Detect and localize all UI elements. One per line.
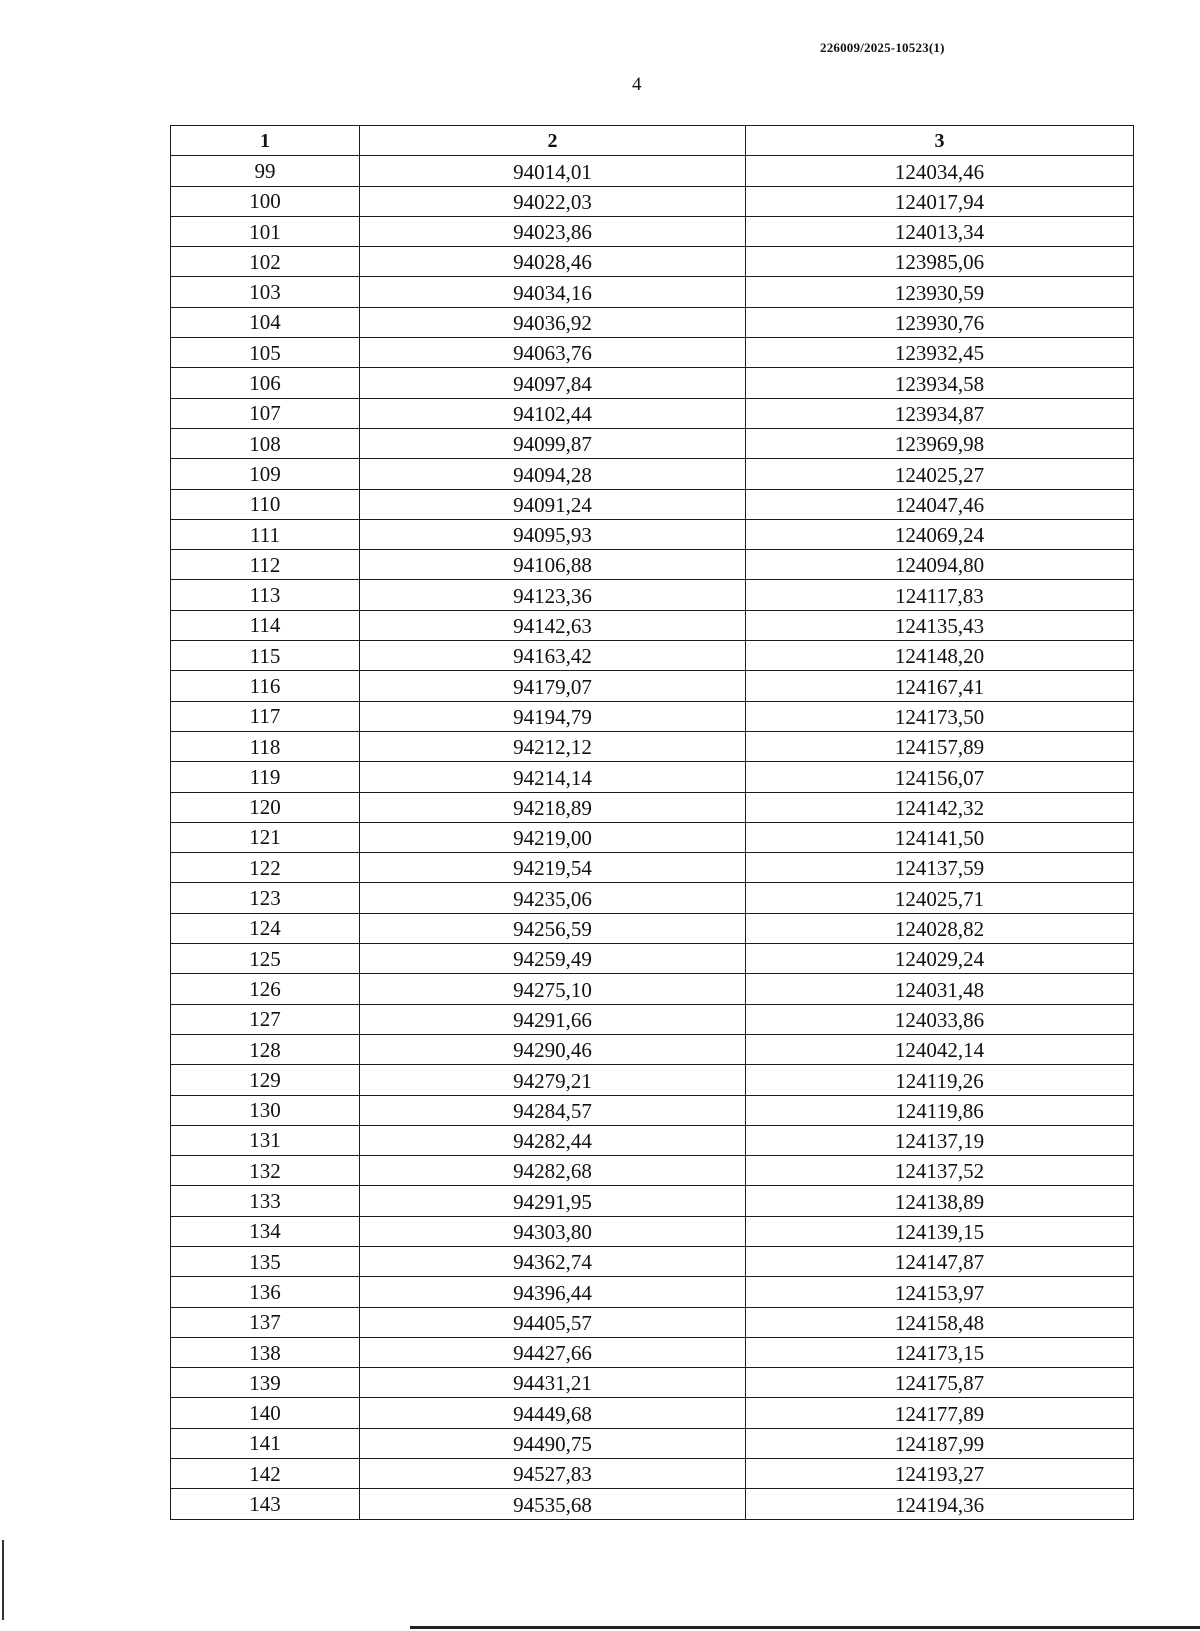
x-coordinate-cell: 94106,88 [360,550,746,580]
x-coordinate-cell: 94097,84 [360,368,746,398]
point-number-cell: 115 [171,641,360,671]
x-coordinate-cell: 94028,46 [360,247,746,277]
x-coordinate-cell: 94396,44 [360,1277,746,1307]
table-row [171,944,1134,974]
y-coordinate-cell: 124137,52 [746,1156,1134,1186]
point-number-cell: 132 [171,1156,360,1186]
x-coordinate-cell: 94490,75 [360,1428,746,1458]
y-coordinate-cell: 123930,59 [746,277,1134,307]
column-header: 2 [360,126,746,156]
point-number-cell: 103 [171,277,360,307]
x-coordinate-cell: 94102,44 [360,398,746,428]
table-row [171,1489,1134,1519]
table-body [171,156,1134,1519]
y-coordinate-cell: 124029,24 [746,944,1134,974]
table-row [171,1307,1134,1337]
table-row [171,1459,1134,1489]
x-coordinate-cell: 94123,36 [360,580,746,610]
point-number-cell: 122 [171,853,360,883]
x-coordinate-cell: 94279,21 [360,1065,746,1095]
x-coordinate-cell: 94023,86 [360,216,746,246]
point-number-cell: 102 [171,247,360,277]
column-header: 3 [746,126,1134,156]
table-row [171,883,1134,913]
table-row [171,1004,1134,1034]
x-coordinate-cell: 94063,76 [360,338,746,368]
x-coordinate-cell: 94256,59 [360,913,746,943]
y-coordinate-cell: 124117,83 [746,580,1134,610]
y-coordinate-cell: 123969,98 [746,428,1134,458]
point-number-cell: 99 [171,156,360,186]
y-coordinate-cell: 124137,59 [746,853,1134,883]
point-number-cell: 100 [171,186,360,216]
y-coordinate-cell: 124141,50 [746,822,1134,852]
x-coordinate-cell: 94091,24 [360,489,746,519]
document-id: 226009/2025-10523(1) [820,40,945,55]
table-row [171,671,1134,701]
x-coordinate-cell: 94034,16 [360,277,746,307]
x-coordinate-cell: 94275,10 [360,974,746,1004]
x-coordinate-cell: 94535,68 [360,1489,746,1519]
x-coordinate-cell: 94219,00 [360,822,746,852]
scan-bottom-line [410,1626,1200,1629]
y-coordinate-cell: 123934,58 [746,368,1134,398]
point-number-cell: 117 [171,701,360,731]
x-coordinate-cell: 94014,01 [360,156,746,186]
y-coordinate-cell: 124135,43 [746,610,1134,640]
y-coordinate-cell: 124147,87 [746,1246,1134,1276]
table-row [171,1095,1134,1125]
table-row [171,428,1134,458]
x-coordinate-cell: 94303,80 [360,1216,746,1246]
table-row [171,519,1134,549]
table-row [171,1156,1134,1186]
table-row [171,186,1134,216]
point-number-cell: 138 [171,1337,360,1367]
point-number-cell: 101 [171,216,360,246]
y-coordinate-cell: 124142,32 [746,792,1134,822]
point-number-cell: 114 [171,610,360,640]
table-row [171,216,1134,246]
point-number-cell: 110 [171,489,360,519]
x-coordinate-cell: 94527,83 [360,1459,746,1489]
x-coordinate-cell: 94179,07 [360,671,746,701]
table-row [171,489,1134,519]
table-row [171,368,1134,398]
x-coordinate-cell: 94282,44 [360,1125,746,1155]
point-number-cell: 118 [171,731,360,761]
point-number-cell: 134 [171,1216,360,1246]
x-coordinate-cell: 94022,03 [360,186,746,216]
y-coordinate-cell: 124173,50 [746,701,1134,731]
point-number-cell: 126 [171,974,360,1004]
table-row [171,1368,1134,1398]
point-number-cell: 107 [171,398,360,428]
table-row [171,247,1134,277]
x-coordinate-cell: 94094,28 [360,459,746,489]
y-coordinate-cell: 124156,07 [746,762,1134,792]
y-coordinate-cell: 124157,89 [746,731,1134,761]
x-coordinate-cell: 94431,21 [360,1368,746,1398]
table-row [171,1337,1134,1367]
y-coordinate-cell: 124025,27 [746,459,1134,489]
point-number-cell: 143 [171,1489,360,1519]
table-row [171,1246,1134,1276]
x-coordinate-cell: 94282,68 [360,1156,746,1186]
table-row [171,792,1134,822]
table-row [171,277,1134,307]
y-coordinate-cell: 124158,48 [746,1307,1134,1337]
point-number-cell: 141 [171,1428,360,1458]
y-coordinate-cell: 124017,94 [746,186,1134,216]
y-coordinate-cell: 124153,97 [746,1277,1134,1307]
y-coordinate-cell: 124033,86 [746,1004,1134,1034]
table-row [171,1428,1134,1458]
x-coordinate-cell: 94291,95 [360,1186,746,1216]
y-coordinate-cell: 124069,24 [746,519,1134,549]
y-coordinate-cell: 124175,87 [746,1368,1134,1398]
point-number-cell: 142 [171,1459,360,1489]
point-number-cell: 113 [171,580,360,610]
x-coordinate-cell: 94095,93 [360,519,746,549]
point-number-cell: 120 [171,792,360,822]
x-coordinate-cell: 94259,49 [360,944,746,974]
point-number-cell: 123 [171,883,360,913]
point-number-cell: 128 [171,1034,360,1064]
y-coordinate-cell: 124031,48 [746,974,1134,1004]
x-coordinate-cell: 94291,66 [360,1004,746,1034]
point-number-cell: 121 [171,822,360,852]
y-coordinate-cell: 124119,86 [746,1095,1134,1125]
table-row [171,1277,1134,1307]
point-number-cell: 136 [171,1277,360,1307]
y-coordinate-cell: 123934,87 [746,398,1134,428]
x-coordinate-cell: 94142,63 [360,610,746,640]
x-coordinate-cell: 94405,57 [360,1307,746,1337]
x-coordinate-cell: 94218,89 [360,792,746,822]
table-row [171,701,1134,731]
table-row [171,156,1134,186]
point-number-cell: 119 [171,762,360,792]
table-row [171,398,1134,428]
scan-edge-mark [2,1540,4,1620]
x-coordinate-cell: 94290,46 [360,1034,746,1064]
y-coordinate-cell: 123930,76 [746,307,1134,337]
point-number-cell: 124 [171,913,360,943]
table-row [171,459,1134,489]
y-coordinate-cell: 124047,46 [746,489,1134,519]
y-coordinate-cell: 124013,34 [746,216,1134,246]
table-row [171,1034,1134,1064]
table-row [171,762,1134,792]
y-coordinate-cell: 124119,26 [746,1065,1134,1095]
x-coordinate-cell: 94036,92 [360,307,746,337]
y-coordinate-cell: 124194,36 [746,1489,1134,1519]
y-coordinate-cell: 123932,45 [746,338,1134,368]
point-number-cell: 131 [171,1125,360,1155]
point-number-cell: 133 [171,1186,360,1216]
coordinates-table [170,125,1134,1520]
column-header: 1 [171,126,360,156]
table-row [171,580,1134,610]
point-number-cell: 135 [171,1246,360,1276]
table-row [171,641,1134,671]
table-row [171,913,1134,943]
table-row [171,822,1134,852]
point-number-cell: 105 [171,338,360,368]
point-number-cell: 104 [171,307,360,337]
point-number-cell: 139 [171,1368,360,1398]
y-coordinate-cell: 124187,99 [746,1428,1134,1458]
y-coordinate-cell: 124138,89 [746,1186,1134,1216]
x-coordinate-cell: 94362,74 [360,1246,746,1276]
point-number-cell: 140 [171,1398,360,1428]
x-coordinate-cell: 94163,42 [360,641,746,671]
table-row [171,1065,1134,1095]
x-coordinate-cell: 94212,12 [360,731,746,761]
y-coordinate-cell: 124137,19 [746,1125,1134,1155]
table-row [171,1125,1134,1155]
table-row [171,550,1134,580]
x-coordinate-cell: 94284,57 [360,1095,746,1125]
x-coordinate-cell: 94194,79 [360,701,746,731]
x-coordinate-cell: 94214,14 [360,762,746,792]
header-row [171,126,1134,156]
y-coordinate-cell: 124177,89 [746,1398,1134,1428]
y-coordinate-cell: 124025,71 [746,883,1134,913]
point-number-cell: 127 [171,1004,360,1034]
y-coordinate-cell: 123985,06 [746,247,1134,277]
point-number-cell: 111 [171,519,360,549]
page-number: 4 [632,74,642,95]
x-coordinate-cell: 94219,54 [360,853,746,883]
table-row [171,731,1134,761]
point-number-cell: 116 [171,671,360,701]
y-coordinate-cell: 124042,14 [746,1034,1134,1064]
point-number-cell: 106 [171,368,360,398]
y-coordinate-cell: 124034,46 [746,156,1134,186]
table-header [171,126,1134,156]
y-coordinate-cell: 124167,41 [746,671,1134,701]
point-number-cell: 112 [171,550,360,580]
point-number-cell: 125 [171,944,360,974]
point-number-cell: 129 [171,1065,360,1095]
x-coordinate-cell: 94235,06 [360,883,746,913]
table-row [171,610,1134,640]
table-row [171,974,1134,1004]
table-row [171,1216,1134,1246]
y-coordinate-cell: 124139,15 [746,1216,1134,1246]
table-row [171,1398,1134,1428]
y-coordinate-cell: 124028,82 [746,913,1134,943]
x-coordinate-cell: 94099,87 [360,428,746,458]
y-coordinate-cell: 124173,15 [746,1337,1134,1367]
point-number-cell: 130 [171,1095,360,1125]
point-number-cell: 137 [171,1307,360,1337]
y-coordinate-cell: 124094,80 [746,550,1134,580]
x-coordinate-cell: 94427,66 [360,1337,746,1367]
point-number-cell: 108 [171,428,360,458]
table-row [171,1186,1134,1216]
y-coordinate-cell: 124148,20 [746,641,1134,671]
y-coordinate-cell: 124193,27 [746,1459,1134,1489]
point-number-cell: 109 [171,459,360,489]
table-row [171,307,1134,337]
table-row [171,338,1134,368]
table-row [171,853,1134,883]
x-coordinate-cell: 94449,68 [360,1398,746,1428]
